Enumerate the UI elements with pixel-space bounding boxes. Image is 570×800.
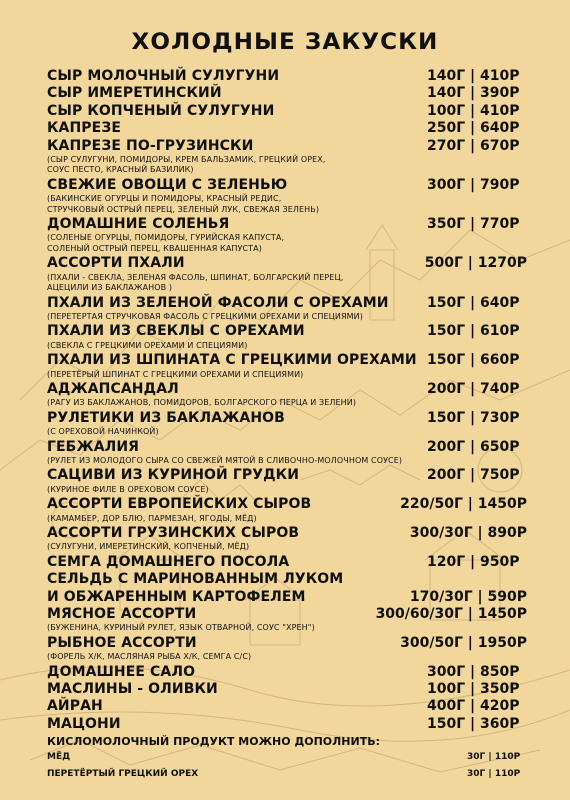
- menu-item: [47, 103, 527, 120]
- menu-item-row: [47, 439, 527, 456]
- menu-item: [47, 216, 527, 254]
- addon-row: [47, 766, 527, 783]
- menu-item-price: 200Г | 740Р: [427, 380, 520, 397]
- menu-item-row: [47, 606, 527, 623]
- menu-item-description: (СУЛУГУНИ, ИМЕРЕТИНСКИЙ, КОПЧЕНЫЙ, МЁД): [47, 542, 250, 552]
- menu-item-name: МАЦОНИ: [47, 715, 121, 732]
- menu-item: [47, 554, 527, 571]
- menu-item-price: 120Г | 950Р: [427, 553, 520, 570]
- menu-item: [47, 467, 527, 495]
- menu-item-price: 150Г | 360Р: [427, 715, 520, 732]
- menu-item-name: СВЕЖИЕ ОВОЩИ С ЗЕЛЕНЬЮ: [47, 176, 288, 193]
- menu-item-description: (ПЕРЕТЁРЫЙ ШПИНАТ С ГРЕЦКИМИ ОРЕХАМИ И СПЕЦИЯМИ): [47, 369, 304, 379]
- menu-item: [47, 681, 527, 698]
- menu-item-row: [47, 120, 527, 137]
- menu-item-row: [47, 698, 527, 715]
- menu-item-price: 150Г | 660Р: [427, 352, 520, 369]
- menu-item-name: ДОМАШНЕЕ САЛО: [47, 663, 196, 680]
- menu-item-name: РЫБНОЕ АССОРТИ: [47, 634, 197, 651]
- menu-item-name: АДЖАПСАНДАЛ: [47, 380, 179, 397]
- menu-item-price: 400Г | 420Р: [427, 698, 520, 715]
- menu-item-description: (БАКИНСКИЕ ОГУРЦЫ И ПОМИДОРЫ, КРАСНЫЙ РЕДИС, СТРУЧКОВЫЙ ОСТРЫЙ ПЕРЕЦ, ЗЕЛЕНЫЙ ЛУК, СВЕЖАЯ ЗЕЛЕНЬ): [47, 194, 320, 214]
- menu-item: [47, 120, 527, 137]
- addon-row: [47, 749, 527, 766]
- menu-item-description: (КУРИНОЕ ФИЛЕ В ОРЕХОВОМ СОУСЕ): [47, 484, 209, 494]
- menu-item-row: [47, 635, 527, 652]
- menu-item-row: [47, 525, 527, 542]
- menu-item-price: 200Г | 750Р: [427, 467, 520, 484]
- menu-item-name: СЫР МОЛОЧНЫЙ СУЛУГУНИ: [47, 68, 280, 84]
- menu-item: [47, 295, 527, 323]
- menu-item-row: [47, 177, 527, 194]
- menu-item: [47, 606, 527, 634]
- menu-item-description: (СЫР СУЛУГУНИ, ПОМИДОРЫ, КРЕМ БАЛЬЗАМИК, ГРЕЦКИЙ ОРЕХ, СОУС ПЕСТО, КРАСНЫЙ БАЗИЛИК): [47, 155, 326, 175]
- menu-item-row: [47, 255, 527, 272]
- menu-item: [47, 352, 527, 380]
- menu-item: [47, 571, 527, 606]
- menu-item-row: [47, 216, 527, 233]
- menu-item-row: [47, 295, 527, 312]
- menu-item-price: 350Г | 770Р: [427, 216, 520, 233]
- menu-item: [47, 323, 527, 351]
- menu-item-name: СЫР ИМЕРЕТИНСКИЙ: [47, 85, 222, 102]
- menu-item-price: 150Г | 640Р: [427, 294, 520, 311]
- menu-item-row: [47, 85, 527, 102]
- menu-item-price: 140Г | 410Р: [427, 68, 520, 84]
- menu-item-name: РУЛЕТИКИ ИЗ БАКЛАЖАНОВ: [47, 409, 285, 426]
- menu-item: [47, 439, 527, 467]
- menu-item-description: (ПЕРЕТЕРТАЯ СТРУЧКОВАЯ ФАСОЛЬ С ГРЕЦКИМИ ОРЕХАМИ И СПЕЦИЯМИ): [47, 311, 363, 321]
- menu-item-price: 250Г | 640Р: [427, 120, 520, 137]
- menu-item: [47, 698, 527, 715]
- menu-item-description: (КАМАМБЕР, ДОР БЛЮ, ПАРМЕЗАН, ЯГОДЫ, МЁД): [47, 513, 257, 523]
- menu-item-name: АССОРТИ ЕВРОПЕЙСКИХ СЫРОВ: [47, 496, 312, 513]
- menu-item: [47, 138, 527, 176]
- menu-item: [47, 410, 527, 438]
- menu-item: [47, 177, 527, 215]
- menu-item-row: [47, 410, 527, 427]
- menu-list: [47, 68, 527, 783]
- menu-item-name: СЫР КОПЧЕНЫЙ СУЛУГУНИ: [47, 102, 275, 119]
- menu-item-description: (ФОРЕЛЬ Х/К, МАСЛЯНАЯ РЫБА Х/К, СЕМГА С/С): [47, 652, 252, 662]
- menu-item-price: 100Г | 350Р: [427, 681, 520, 698]
- menu-item: [47, 664, 527, 681]
- menu-item-description: (БУЖЕНИНА, КУРИНЫЙ РУЛЕТ, ЯЗЫК ОТВАРНОЙ, СОУС "ХРЕН"): [47, 623, 315, 633]
- menu-item-row: [47, 716, 527, 733]
- menu-item-description: (ПХАЛИ - СВЕКЛА, ЗЕЛЕНАЯ ФАСОЛЬ, ШПИНАТ, БОЛГАРСКИЙ ПЕРЕЦ, АЦЕЦИЛИ ИЗ БАКЛАЖАНОВ ): [47, 272, 344, 293]
- menu-item-row: [47, 68, 527, 85]
- menu-item-row: [47, 381, 527, 398]
- menu-item-row: [47, 496, 527, 513]
- menu-item-name: ДОМАШНИЕ СОЛЕНЬЯ: [47, 216, 230, 233]
- menu-item-description: (СВЕКЛА С ГРЕЦКИМИ ОРЕХАМИ И СПЕЦИЯМИ): [47, 340, 248, 350]
- menu-item-name: ПХАЛИ ИЗ СВЕКЛЫ С ОРЕХАМИ: [47, 323, 305, 340]
- menu-item-name: ПХАЛИ ИЗ ЗЕЛЕНОЙ ФАСОЛИ С ОРЕХАМИ: [47, 294, 389, 311]
- menu-item-description: (РАГУ ИЗ БАКЛАЖАНОВ, ПОМИДОРОВ, БОЛГАРСКОГО ПЕРЦА И ЗЕЛЕНИ): [47, 398, 357, 408]
- menu-item-price: 170/30Г | 590Р: [409, 588, 527, 605]
- menu-item-price: 300Г | 790Р: [427, 176, 520, 193]
- menu-item-name: ПХАЛИ ИЗ ШПИНАТА С ГРЕЦКИМИ ОРЕХАМИ: [47, 352, 417, 369]
- menu-item-name: ГЕБЖАЛИЯ: [47, 438, 140, 455]
- menu-item-name: АССОРТИ ПХАЛИ: [47, 255, 185, 272]
- menu-item-description: (СОЛЕНЫЕ ОГУРЦЫ, ПОМИДОРЫ, ГУРИЙСКАЯ КАПУСТА, СОЛЕНЫЙ ОСТРЫЙ ПЕРЕЦ, КВАШЕННАЯ КАПУСТА): [47, 233, 285, 253]
- menu-item-price: 150Г | 730Р: [427, 409, 520, 426]
- menu-item-row: [47, 323, 527, 340]
- addon-price: 30Г | 110Р: [467, 769, 521, 780]
- menu-item-price: 300/30Г | 890Р: [409, 525, 527, 541]
- menu-item-price: 300/50Г | 1950Р: [400, 634, 527, 651]
- menu-item: [47, 85, 527, 102]
- menu-item-description: (С ОРЕХОВОЙ НАЧИНКОЙ): [47, 427, 159, 437]
- menu-item-row: [47, 664, 527, 681]
- menu-item-price: 200Г | 650Р: [427, 438, 520, 455]
- addon-price: 30Г | 110Р: [467, 752, 521, 763]
- menu-item-name: МАСЛИНЫ - ОЛИВКИ: [47, 681, 218, 698]
- menu-item: [47, 635, 527, 663]
- menu-item-name: СЕЛЬДЬ С МАРИНОВАННЫМ ЛУКОМ И ОБЖАРЕННЫМ КАРТОФЕЛЕМ: [47, 571, 344, 605]
- menu-item-price: 300/60/30Г | 1450Р: [375, 606, 527, 623]
- menu-item-name: САЦИВИ ИЗ КУРИНОЙ ГРУДКИ: [47, 467, 300, 484]
- menu-item-description: (РУЛЕТ ИЗ МОЛОДОГО СЫРА СО СВЕЖЕЙ МЯТОЙ В СЛИВОЧНО-МОЛОЧНОМ СОУСЕ): [47, 455, 403, 465]
- menu-item: [47, 381, 527, 409]
- menu-item-row: [47, 138, 527, 155]
- menu-item: [47, 255, 527, 293]
- menu-item-price: 140Г | 390Р: [427, 85, 520, 102]
- menu-item: [47, 496, 527, 524]
- menu-item-row: [47, 554, 527, 571]
- menu-item: [47, 525, 527, 553]
- page-title: ХОЛОДНЫЕ ЗАКУСКИ: [131, 30, 439, 55]
- menu-item: [47, 68, 527, 85]
- menu-item: [47, 716, 527, 733]
- menu-item-price: 100Г | 410Р: [427, 102, 520, 119]
- menu-item-row: [47, 352, 527, 369]
- menu-item-name: СЕМГА ДОМАШНЕГО ПОСОЛА: [47, 553, 290, 570]
- menu-item-row: [47, 467, 527, 484]
- menu-item-price: 300Г | 850Р: [427, 663, 520, 680]
- addon-name: МЁД: [47, 752, 71, 763]
- menu-item-name: АЙРАН: [47, 698, 103, 715]
- menu-item-price: 150Г | 610Р: [427, 323, 520, 340]
- menu-item-price: 220/50Г | 1450Р: [400, 496, 527, 513]
- menu-item-name: АССОРТИ ГРУЗИНСКИХ СЫРОВ: [47, 525, 300, 541]
- menu-item-price: 500Г | 1270Р: [424, 255, 527, 272]
- menu-item-row: [47, 681, 527, 698]
- menu-item-name: КАПРЕЗЕ: [47, 120, 122, 137]
- menu-item-row: [47, 571, 527, 606]
- menu-item-price: 270Г | 670Р: [427, 137, 520, 154]
- addon-name: ПЕРЕТЁРТЫЙ ГРЕЦКИЙ ОРЕХ: [47, 769, 199, 780]
- menu-item-name: МЯСНОЕ АССОРТИ: [47, 606, 197, 623]
- menu-item-name: КАПРЕЗЕ ПО-ГРУЗИНСКИ: [47, 137, 254, 154]
- addons-title: КИСЛОМОЛОЧНЫЙ ПРОДУКТ МОЖНО ДОПОЛНИТЬ:: [47, 735, 380, 749]
- menu-item-row: [47, 103, 527, 120]
